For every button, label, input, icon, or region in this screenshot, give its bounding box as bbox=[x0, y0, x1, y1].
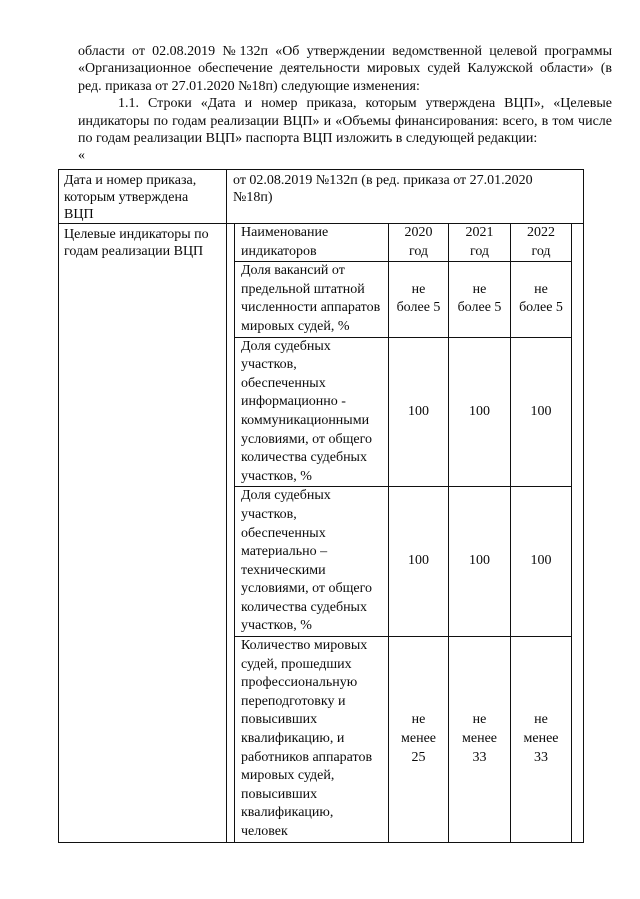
indicator-value-2020: не более 5 bbox=[389, 262, 449, 337]
indicator-value-2021: 100 bbox=[449, 487, 511, 637]
indicator-row-training bbox=[235, 637, 572, 843]
intro-text bbox=[78, 43, 612, 165]
indicator-value-2021: не более 5 bbox=[449, 262, 511, 337]
year-header-2020: 2020 год bbox=[389, 224, 449, 262]
indicator-name: Доля вакансий от предельной штатной численности аппаратов мировых судей, % bbox=[235, 262, 389, 337]
indicators-header-row bbox=[235, 224, 572, 262]
indicator-value-2020: 100 bbox=[389, 487, 449, 637]
amendment-paragraph: 1.1. Строки «Дата и номер приказа, которым утверждена ВЦП», «Целевые индикаторы по годам реализации ВЦП» и «Объемы финансирования: всего, в том числе по годам реализации ВЦП» паспорта ВЦП изложить в следующей редакции: bbox=[78, 96, 612, 147]
year-header-2022: 2022 год bbox=[511, 224, 572, 262]
indicators-table bbox=[234, 223, 572, 843]
opening-quote: « bbox=[78, 148, 85, 164]
indicator-value-2022: не более 5 bbox=[511, 262, 572, 337]
intro-paragraph: области от 02.08.2019 №132п «Об утверждении ведомственной целевой программы «Организационное обеспечение деятельности мировых судей Калужской области» (в ред. приказа от 27.01.2020 №18п) следующие изменения: bbox=[78, 44, 612, 94]
indicator-name-header: Наименование индикаторов bbox=[235, 224, 389, 262]
indicator-row-material bbox=[235, 487, 572, 637]
indicator-name: Доля судебных участков, обеспеченных материально – техническими условиями, от общего количества судебных участков, % bbox=[235, 487, 389, 637]
indicator-value-2022: не менее 33 bbox=[511, 637, 572, 843]
year-header-2021: 2021 год bbox=[449, 224, 511, 262]
indicators-label: Целевые индикаторы по годам реализации ВЦП bbox=[59, 224, 227, 843]
passport-table bbox=[58, 169, 584, 843]
indicator-name: Доля судебных участков, обеспеченных информационно - коммуникационными условиями, от общего количества судебных участков, % bbox=[235, 337, 389, 487]
indicator-value-2020: не менее 25 bbox=[389, 637, 449, 843]
order-label: Дата и номер приказа, которым утверждена ВЦП bbox=[59, 170, 227, 224]
order-value: от 02.08.2019 №132п (в ред. приказа от 27.01.2020 №18п) bbox=[227, 170, 584, 224]
indicator-row-ict bbox=[235, 337, 572, 487]
indicators-row bbox=[59, 224, 584, 843]
indicator-name: Количество мировых судей, прошедших профессиональную переподготовку и повысивших квалификацию, и работников аппаратов мировых судей, повысивших квалификацию, человек bbox=[235, 637, 389, 843]
indicator-value-2022: 100 bbox=[511, 337, 572, 487]
indicators-cell bbox=[227, 224, 584, 843]
order-row bbox=[59, 170, 584, 224]
indicator-value-2022: 100 bbox=[511, 487, 572, 637]
indicator-value-2020: 100 bbox=[389, 337, 449, 487]
indicator-row-vacancies bbox=[235, 262, 572, 337]
indicator-value-2021: 100 bbox=[449, 337, 511, 487]
indicator-value-2021: не менее 33 bbox=[449, 637, 511, 843]
